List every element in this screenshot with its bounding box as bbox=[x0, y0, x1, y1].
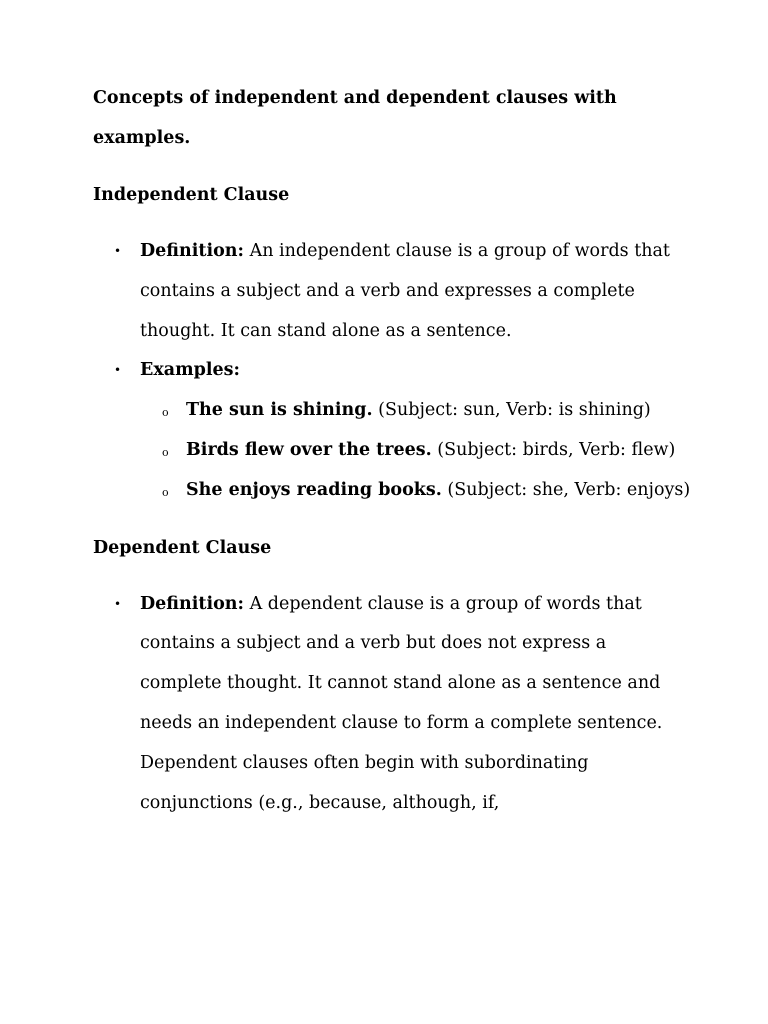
example-note: (Subject: sun, Verb: is shining) bbox=[372, 400, 651, 421]
definition-label: Definition: bbox=[140, 593, 244, 614]
circle-bullet-icon: o bbox=[162, 406, 169, 420]
dependent-clause-heading: Dependent Clause bbox=[93, 537, 272, 558]
bullet-icon: • bbox=[114, 244, 122, 258]
definition-label: Definition: bbox=[140, 241, 244, 261]
example-item bbox=[140, 431, 693, 471]
dependent-definition-item bbox=[93, 585, 693, 824]
example-note: (Subject: she, Verb: enjoys) bbox=[441, 479, 691, 500]
example-note: (Subject: birds, Verb: flew) bbox=[431, 439, 676, 460]
examples-label: Examples: bbox=[140, 360, 240, 381]
dependent-clause-list bbox=[93, 585, 693, 824]
definition-text: A dependent clause is a group of words that contains a subject and a verb but does not express a complete thought. It cannot stand alone as a sentence and needs an independent clause to form a complete sentence. Dependent clauses often begin with subordinating conjunctions (e.g., because, although, if, bbox=[140, 593, 663, 813]
document-title: Concepts of independent and dependent clauses with examples. bbox=[93, 88, 617, 148]
example-item bbox=[140, 391, 693, 431]
bullet-icon: • bbox=[114, 596, 122, 611]
circle-bullet-icon: o bbox=[162, 445, 169, 459]
example-sentence: She enjoys reading books. bbox=[186, 479, 442, 500]
document-page bbox=[93, 78, 693, 823]
definition-text: An independent clause is a group of words that contains a subject and a verb and expresses a complete thought. It can stand alone as a sentence. bbox=[140, 241, 670, 341]
circle-bullet-icon: o bbox=[162, 485, 169, 499]
example-sentence: The sun is shining. bbox=[186, 400, 373, 421]
example-item bbox=[140, 471, 693, 511]
examples-list bbox=[140, 391, 693, 510]
independent-definition-item bbox=[93, 232, 693, 351]
independent-clause-list bbox=[93, 232, 693, 511]
independent-clause-heading: Independent Clause bbox=[93, 185, 290, 205]
independent-examples-item bbox=[93, 351, 693, 510]
bullet-icon: • bbox=[114, 363, 122, 378]
example-sentence: Birds flew over the trees. bbox=[186, 439, 432, 460]
